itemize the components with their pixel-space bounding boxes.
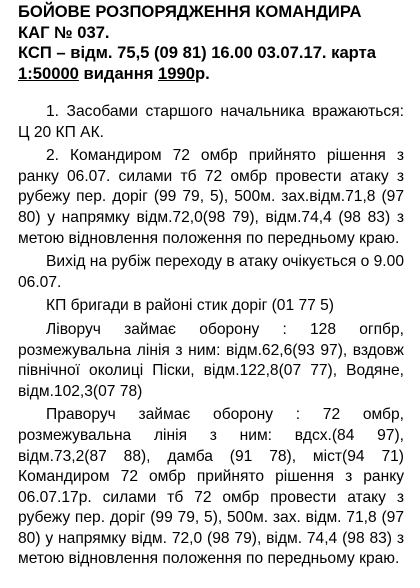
edition-word: видання: [78, 63, 159, 83]
heading-unit: КАГ № 037.: [18, 22, 110, 42]
paragraph-right-neighbor: Праворуч займає оборону : 72 омбр, розмежувальна лінія з ним: вдсх.(84 97), відм.73,2(87 88), дамба (91 78), міст(94 71) Командиром 72 омбр прийнято рішення з ранку 06.07.17р. силами тб 72 омбр провести атаку з рубежу пер. доріг (99 79, 5), 500м. зах. відм. 71,8 (97 80) у напрямку відм. 72,0 (98 79), відм. 74,4 (98 83) з метою відновлення положення по передньому краю.: [18, 406, 404, 568]
edition-suffix: р.: [194, 63, 210, 83]
paragraph-attack-exit: Вихід на рубіж переходу в атаку очікується о 9.00 06.07.: [18, 253, 404, 291]
paragraph-left-neighbor: Ліворуч займає оборону : 128 огпбр, розмежувальна лінія з ним: відм.62,6(93 97), вздовж північної околиці Піски, відм.122,8(07 77), Водяне, відм.102,3(07 78): [18, 320, 404, 400]
document-heading: [18, 2, 404, 84]
edition-year: 1990: [158, 63, 195, 83]
heading-title: БОЙОВЕ РОЗПОРЯДЖЕННЯ КОМАНДИРА: [18, 2, 362, 21]
heading-map-edition: [18, 64, 404, 85]
spacer: [18, 84, 404, 102]
paragraph-2: 2. Командиром 72 омбр прийнято рішення з ранку 06.07. силами тб 72 омбр провести атаку з рубежу пер. доріг (99 79, 5), 500м. зах.відм.71,8 (97 80) у напрямку відм.72,0(98 79), відм.74,4 (98 83) з метою відновлення положення по передньому краю.: [18, 147, 404, 247]
map-scale: 1:50000: [18, 63, 79, 83]
paragraph-brigade-cp: КП бригади в районі стик доріг (01 77 5): [46, 297, 334, 315]
heading-command-post: КСП – відм. 75,5 (09 81) 16.00 03.07.17. карта: [18, 43, 376, 62]
paragraph-1: 1. Засобами старшого начальника вражаються: Ц 20 КП АК.: [18, 103, 404, 141]
